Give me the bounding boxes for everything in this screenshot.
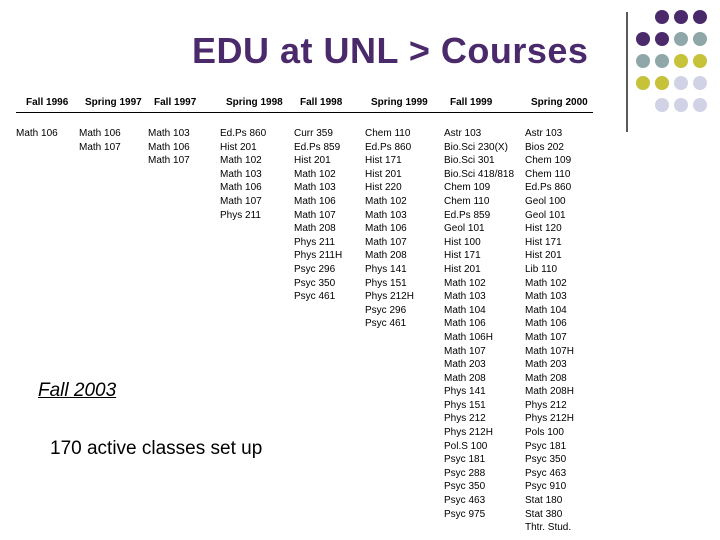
course-item: Math 106 — [525, 318, 567, 330]
semester-course-list — [525, 127, 574, 535]
course-item: Bio.Sci 301 — [444, 155, 495, 167]
course-item: Hist 201 — [525, 250, 562, 262]
decorative-dot — [636, 76, 650, 90]
course-item: Phys 212H — [444, 427, 493, 439]
course-item: Geol 101 — [444, 223, 485, 235]
course-item: Math 107 — [148, 155, 190, 167]
course-item: Chem 109 — [444, 182, 491, 194]
course-item: Hist 201 — [444, 263, 481, 275]
decorative-dot — [655, 98, 669, 112]
decorative-dot — [674, 32, 688, 46]
course-item: Math 107 — [525, 331, 567, 343]
decorative-dot — [693, 98, 707, 112]
course-item: Math 103 — [444, 291, 486, 303]
course-item: Hist 171 — [525, 236, 562, 248]
course-item: Math 102 — [294, 168, 336, 180]
semester-course-list — [79, 127, 121, 154]
course-item: Hist 171 — [444, 250, 481, 262]
course-item: Ed.Ps 860 — [525, 182, 572, 194]
decorative-dot — [693, 10, 707, 24]
course-item: Phys 211 — [220, 209, 261, 221]
course-item: Curr 359 — [294, 128, 333, 139]
course-item: Phys 141 — [444, 386, 486, 398]
course-item: Geol 101 — [525, 209, 566, 221]
course-item: Chem 109 — [525, 155, 572, 167]
course-item: Math 107 — [294, 209, 336, 221]
decorative-dot — [655, 76, 669, 90]
course-item: Hist 201 — [294, 155, 331, 167]
course-item: Psyc 463 — [525, 467, 567, 479]
decorative-dot — [655, 54, 669, 68]
course-item: Lib 110 — [525, 263, 558, 275]
course-item: Math 107 — [79, 141, 121, 153]
divider-line — [626, 12, 628, 132]
course-item: Psyc 350 — [525, 454, 567, 466]
page-title: EDU at UNL > Courses — [192, 30, 589, 71]
course-item: Math 102 — [220, 155, 262, 167]
course-item: Math 104 — [525, 304, 567, 316]
course-item: Math 107 — [220, 195, 262, 207]
course-item: Math 102 — [444, 277, 486, 289]
course-item: Chem 110 — [444, 195, 490, 207]
semester-course-list — [365, 127, 414, 331]
course-item: Math 102 — [525, 277, 567, 289]
course-item: Math 106 — [294, 195, 336, 207]
course-item: Stat 380 — [525, 508, 563, 520]
course-item: Astr 103 — [444, 128, 482, 139]
course-item: Bio.Sci 230(X) — [444, 141, 508, 153]
course-item: Math 106 — [16, 128, 58, 139]
course-item: Math 203 — [525, 359, 567, 371]
course-item: Hist 171 — [365, 155, 402, 167]
course-item: Hist 220 — [365, 182, 402, 194]
course-item: Thtr. Stud. — [525, 522, 572, 534]
course-item: Math 106 — [444, 318, 486, 330]
course-item: Chem 110 — [365, 128, 411, 139]
course-item: Math 203 — [444, 359, 486, 371]
course-item: Bio.Sci 418/818 — [444, 168, 515, 180]
semester-header: Spring 2000 — [531, 97, 588, 108]
course-item: Math 107 — [444, 345, 486, 357]
course-item: Math 106 — [79, 128, 121, 139]
course-item: Math 208H — [525, 386, 574, 398]
course-item: Hist 201 — [365, 168, 402, 180]
course-item: Math 106 — [148, 141, 190, 153]
course-item: Math 104 — [444, 304, 486, 316]
course-item: Math 208 — [525, 372, 567, 384]
semester-header: Spring 1998 — [226, 97, 283, 108]
course-item: Psyc 181 — [525, 440, 567, 452]
course-item: Math 102 — [365, 195, 407, 207]
course-item: Psyc 350 — [294, 277, 336, 289]
decorative-dot — [693, 54, 707, 68]
course-item: Phys 211 — [294, 236, 335, 248]
course-item: Math 106H — [444, 331, 493, 343]
header-underline — [16, 112, 593, 113]
course-item: Chem 110 — [525, 168, 571, 180]
semester-course-list — [16, 127, 58, 141]
course-item: Geol 100 — [525, 195, 566, 207]
course-item: Hist 120 — [525, 223, 562, 235]
course-item: Math 103 — [220, 168, 262, 180]
course-item: Math 106 — [365, 223, 407, 235]
semester-header: Spring 1997 — [85, 97, 142, 108]
decorative-dot — [693, 32, 707, 46]
course-item: Psyc 288 — [444, 467, 486, 479]
course-item: Psyc 461 — [294, 291, 336, 303]
course-item: Psyc 463 — [444, 495, 486, 507]
course-item: Phys 141 — [365, 263, 407, 275]
course-item: Phys 151 — [365, 277, 407, 289]
semester-course-list — [444, 127, 514, 521]
course-item: Pols 100 — [525, 427, 564, 439]
semester-header: Fall 1999 — [450, 97, 493, 108]
course-item: Psyc 296 — [365, 304, 407, 316]
course-item: Math 103 — [365, 209, 407, 221]
course-item: Psyc 350 — [444, 481, 486, 493]
course-item: Ed.Ps 859 — [444, 209, 491, 221]
course-item: Ed.Ps 860 — [365, 141, 412, 153]
term-note: Fall 2003 — [38, 380, 117, 401]
course-item: Phys 151 — [444, 399, 486, 411]
course-item: Psyc 461 — [365, 318, 407, 330]
course-item: Phys 211H — [294, 250, 343, 262]
course-item: Math 103 — [525, 291, 567, 303]
semester-course-list — [294, 127, 342, 304]
course-item: Hist 100 — [444, 236, 481, 248]
course-item: Phys 212H — [525, 413, 574, 425]
course-item: Math 208 — [365, 250, 407, 262]
course-item: Math 107 — [365, 236, 407, 248]
decorative-dot — [655, 10, 669, 24]
decorative-dot — [674, 54, 688, 68]
decorative-dot — [674, 76, 688, 90]
course-item: Phys 212H — [365, 291, 414, 303]
semester-course-list — [148, 127, 190, 168]
course-item: Ed.Ps 860 — [220, 128, 267, 139]
semester-header: Fall 1998 — [300, 97, 343, 108]
course-item: Math 208 — [294, 223, 336, 235]
decorative-dot — [674, 98, 688, 112]
decorative-dot — [674, 10, 688, 24]
course-item: Psyc 181 — [444, 454, 486, 466]
course-item: Pol.S 100 — [444, 440, 488, 452]
course-item: Math 106 — [220, 182, 262, 194]
course-item: Bios 202 — [525, 141, 564, 153]
course-item: Math 107H — [525, 345, 574, 357]
semester-course-list — [220, 127, 266, 222]
decorative-dot — [693, 76, 707, 90]
course-item: Psyc 296 — [294, 263, 336, 275]
course-item: Math 208 — [444, 372, 486, 384]
course-item: Math 103 — [294, 182, 336, 194]
course-item: Stat 180 — [525, 495, 563, 507]
course-item: Psyc 975 — [444, 508, 486, 520]
decorative-dot — [636, 32, 650, 46]
active-classes-note: 170 active classes set up — [50, 438, 263, 459]
course-item: Ed.Ps 859 — [294, 141, 341, 153]
decorative-dot — [655, 32, 669, 46]
course-item: Astr 103 — [525, 128, 563, 139]
course-item: Hist 201 — [220, 141, 257, 153]
semester-header: Fall 1997 — [154, 97, 197, 108]
course-item: Math 103 — [148, 128, 190, 139]
course-item: Phys 212 — [525, 399, 567, 411]
course-item: Phys 212 — [444, 413, 486, 425]
decorative-dot — [636, 54, 650, 68]
course-item: Psyc 910 — [525, 481, 567, 493]
semester-header: Spring 1999 — [371, 97, 428, 108]
semester-header: Fall 1996 — [26, 97, 69, 108]
